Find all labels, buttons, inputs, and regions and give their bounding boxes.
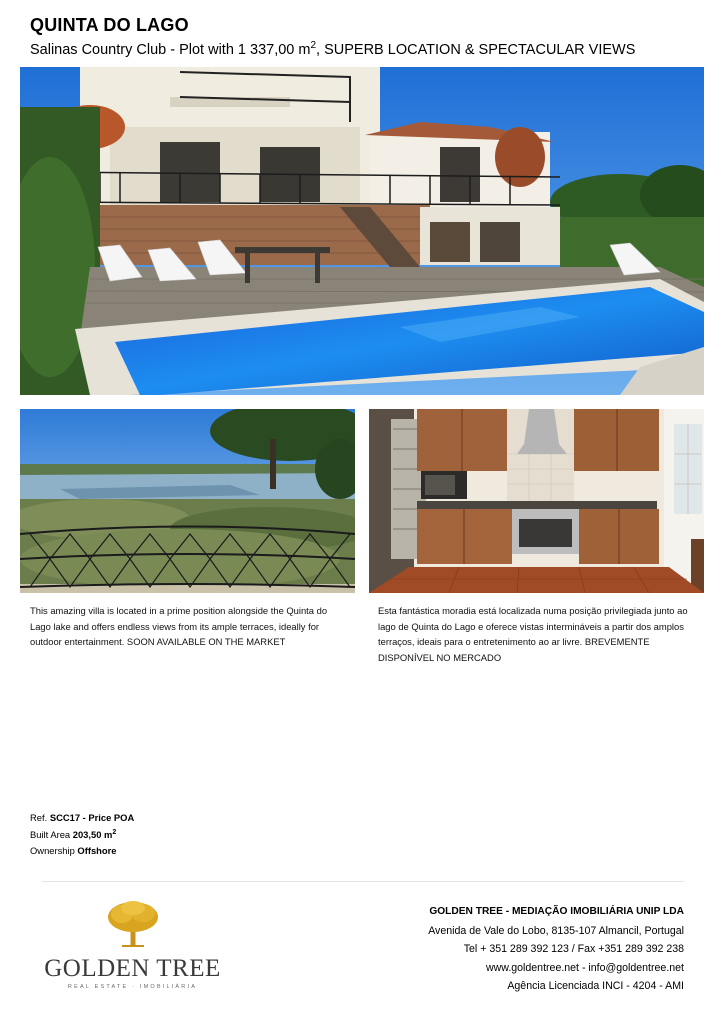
ref-label: Ref. — [30, 812, 48, 823]
company-info — [428, 903, 684, 996]
built-area-label: Built Area — [30, 829, 71, 841]
description-english: This amazing villa is located in a prime position alongside the Quinta do Lago lake and offers endless views from its ample terraces, ideally for outdoor entertainment. SOON AVAILABLE ON THE MARKET — [30, 605, 328, 647]
golden-tree-logo — [40, 900, 225, 995]
villa-pool-photo — [20, 67, 704, 395]
ref-value: SCC17 - Price POA — [49, 812, 135, 823]
ownership-label: Ownership — [30, 844, 75, 856]
subtitle-superscript: 2 — [310, 40, 317, 51]
company-phone: Tel + 351 289 392 123 / Fax +351 289 392 238 — [463, 943, 684, 955]
listing-subtitle — [30, 40, 635, 58]
ref-row — [30, 810, 134, 825]
logo-wordmark: GOLDEN TREE — [44, 955, 221, 982]
subtitle-prefix: Salinas Country Club - Plot with 1 337,00 m — [30, 42, 311, 58]
golden-tree-icon — [106, 900, 160, 948]
property-facts — [30, 810, 134, 858]
company-license: Agência Licenciada INCI - 4204 - AMI — [507, 980, 684, 992]
listing-title: QUINTA DO LAGO — [30, 15, 189, 35]
ownership-row — [30, 843, 134, 858]
lake-view-photo — [20, 409, 355, 593]
logo-tagline: REAL ESTATE · IMOBILIÁRIA — [67, 984, 198, 990]
description-portuguese: Esta fantástica moradia está localizada numa posição privilegiada junto ao lago de Quinta do Lago e oferece vistas intermináveis a partir dos amplos terraços, ideais para o entretenimento ao ar livre. BREVEMENTE DISPONÍVEL NO MERCADO — [378, 605, 688, 663]
footer-divider — [42, 881, 684, 882]
kitchen-photo — [369, 409, 704, 593]
company-name: GOLDEN TREE - MEDIAÇÃO IMOBILIÁRIA UNIP LDA — [429, 906, 684, 917]
subtitle-suffix: , SUPERB LOCATION & SPECTACULAR VIEWS — [316, 42, 636, 58]
built-area-superscript: 2 — [112, 829, 117, 837]
built-area-row — [30, 825, 134, 842]
company-web[interactable]: www.goldentree.net - info@goldentree.net — [485, 961, 684, 974]
company-address: Avenida de Vale do Lobo, 8135-107 Almancil, Portugal — [428, 924, 684, 937]
ownership-value: Offshore — [77, 844, 117, 856]
built-area-value: 203,50 m — [72, 829, 113, 841]
